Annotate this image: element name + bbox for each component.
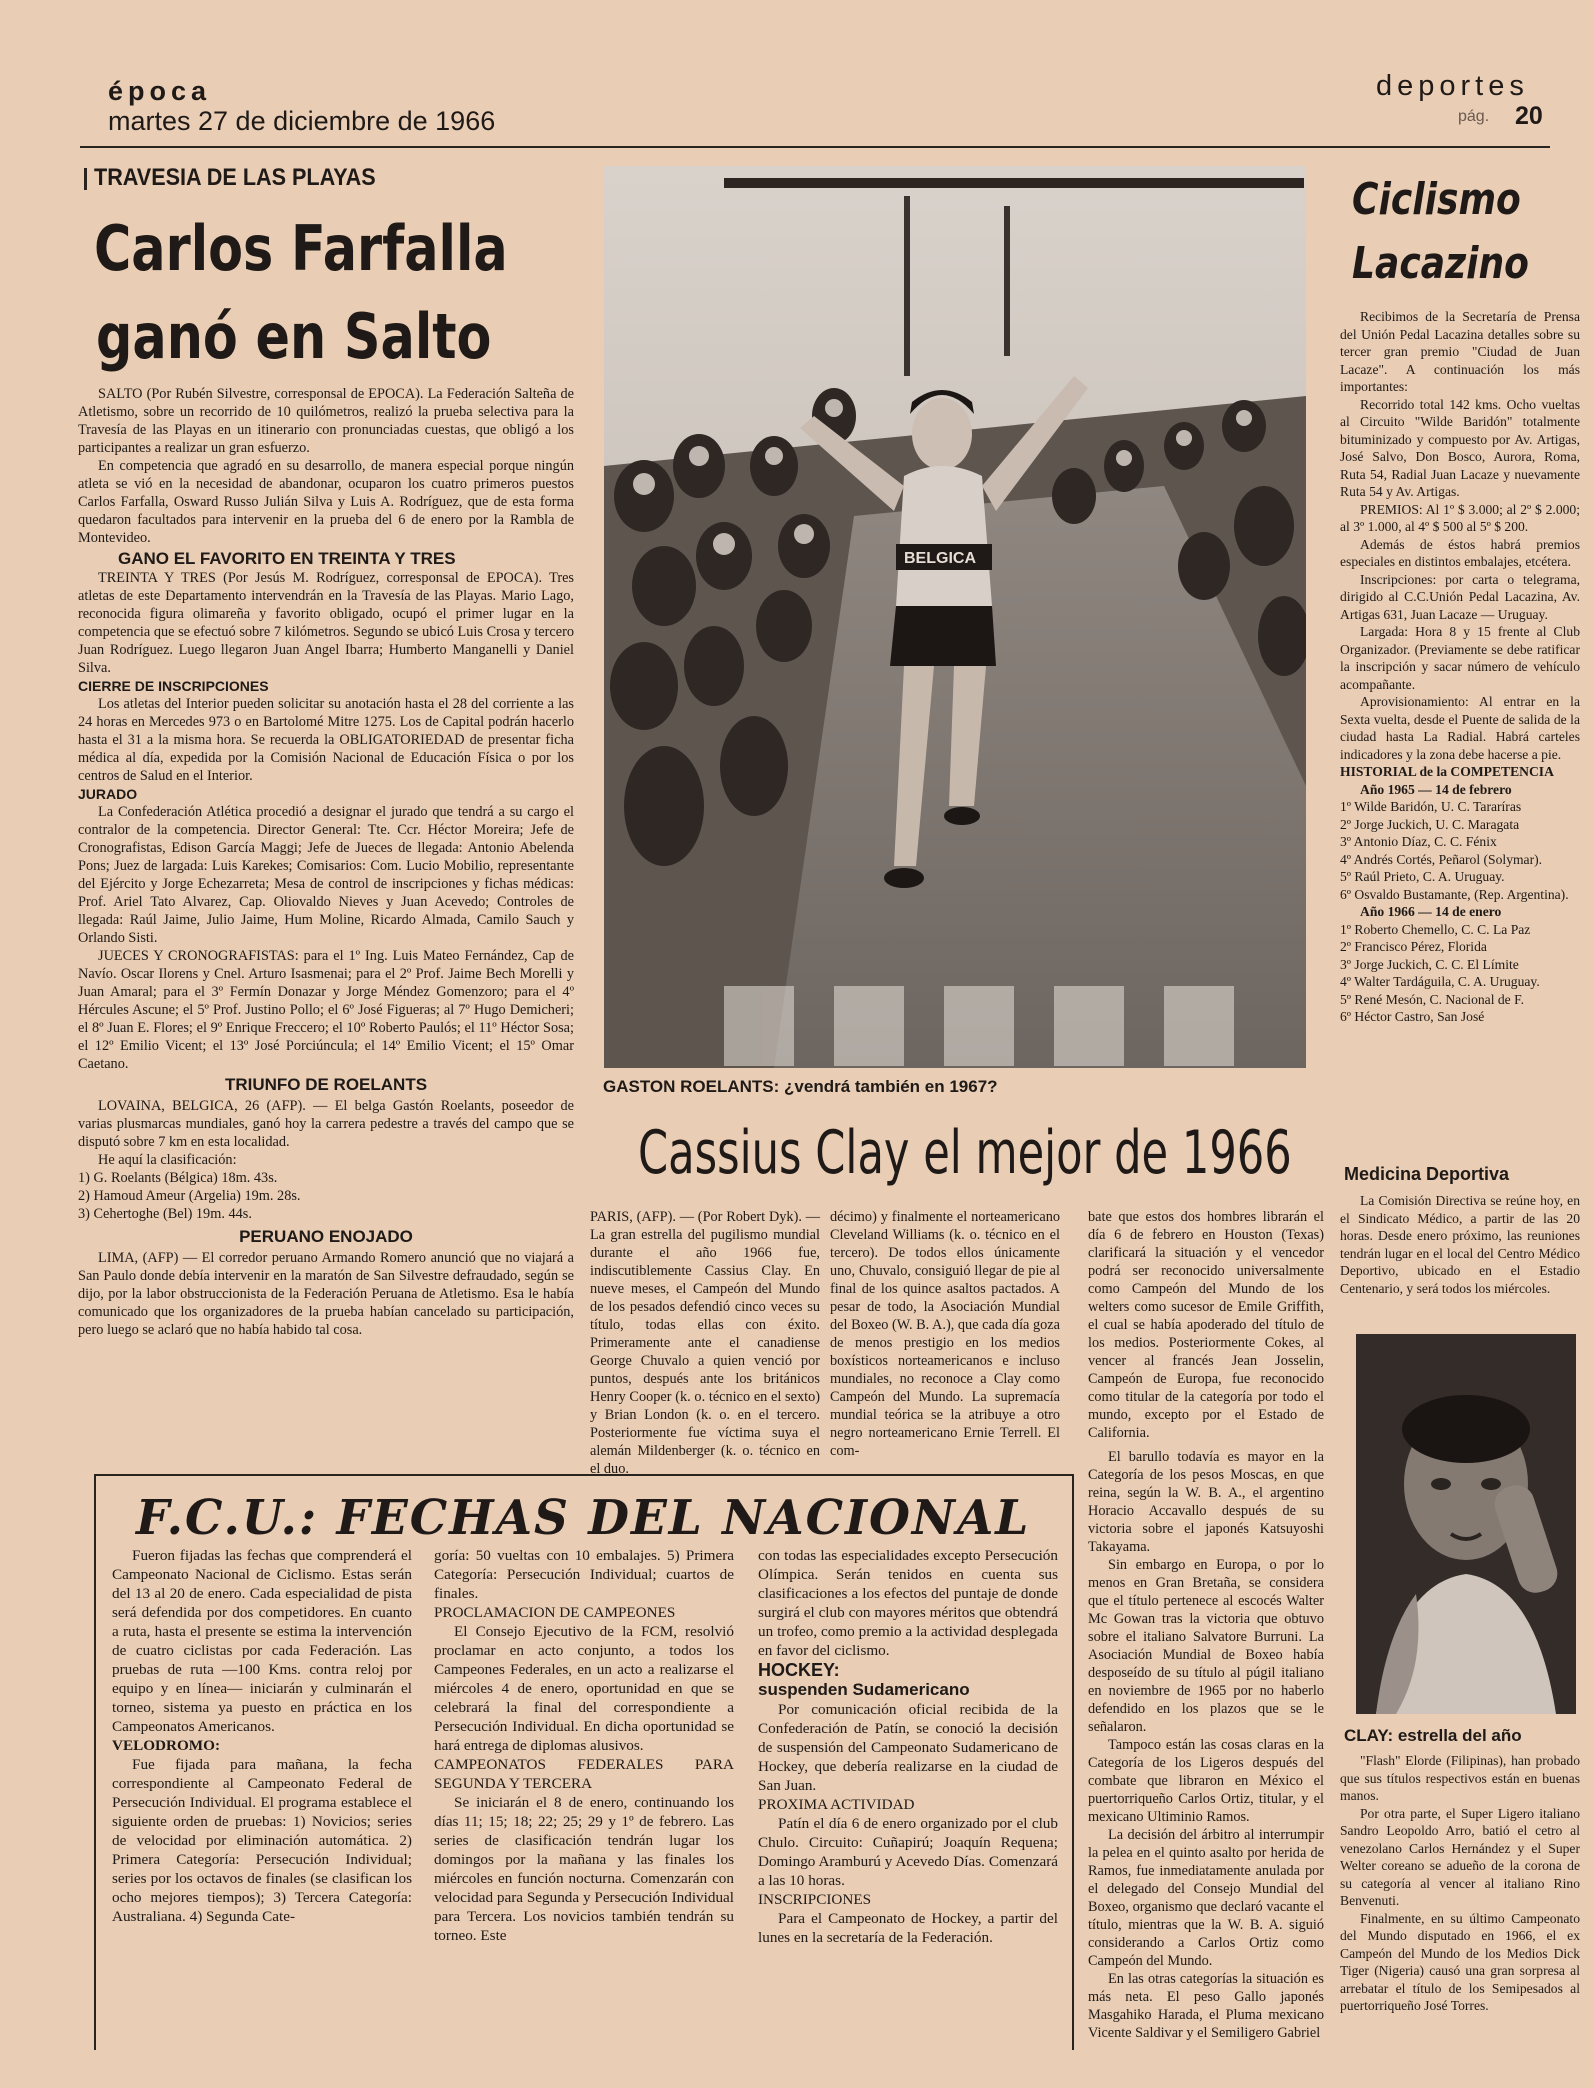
clay-col-2 — [830, 1208, 1060, 1460]
federales-label: CAMPEONATOS FEDERALES PARA SEGUNDA Y TERCERA — [434, 1756, 734, 1792]
label-jurado: JURADO — [78, 786, 138, 802]
fcu-col-3 — [758, 1546, 1058, 1947]
clay-photo-paragraph: Finalmente, en su último Campeonato del Mundo disputado en 1966, el ex Campeón del Mundo de los Medios Dick Tiger (Nigeria) causó una gran sorpresa al arrebatar el título de los Semipesados al puertorriqueño José Torres. — [1340, 1910, 1580, 2013]
roelants-photo — [604, 166, 1306, 1068]
inscripciones-label: INSCRIPCIONES — [758, 1891, 872, 1908]
fcu-paragraph: Fueron fijadas las fechas que comprenderá el Campeonato Nacional de Ciclismo. Estas serán del 13 al 20 de enero. Cada especialidad de pista será defendida por dos competidores. En cuanto a ruta, hasta el presente se estima la intervención de cuatro ciclistas por cada Federación. Las pruebas de ruta —100 Kms. contra reloj por equipo y en línea— iniciarán y culminarán el torneo, sistema ya puesto en práctica en los Campeonatos Americanos. — [112, 1547, 412, 1735]
masthead-section: deportes — [1376, 70, 1529, 102]
fcu-paragraph: Patín el día 6 de enero organizado por el club Chulo. Circuito: Cuñapirú; Joaquín Requena; Domingo Aramburú y Acevedo Días. Comenzará a las 10 horas. — [758, 1815, 1058, 1889]
ciclismo-headline-2: Lacazino — [1352, 238, 1529, 289]
fcu-col-2 — [434, 1546, 734, 1945]
masthead-rule — [80, 146, 1550, 148]
historial-line: 3º Jorge Juckich, C. C. El Límite — [1340, 956, 1519, 972]
historial-line: 3º Antonio Díaz, C. C. Fénix — [1340, 834, 1497, 849]
clay-paragraph: En las otras categorías la situación es más neta. El peso Gallo japonés Masgahiko Harada, el Pluma mexicano Vicente Saldivar y el Semiligero Gabriel — [1088, 1971, 1324, 2041]
fcu-paragraph: goría: 50 vueltas con 10 embalajes. 5) Primera Categoría: Persecución Individual; cuartos de finales. — [434, 1547, 734, 1602]
clay-photo-paragraph: Por otra parte, el Super Ligero italiano Sandro Leopoldo Arro, batió el cetro al venezolano Carlos Hernández y el Super Welter coreano se adueño de la corona de su categoría al vencer al italiano Rino Benvenuti. — [1340, 1805, 1580, 1908]
ciclismo-paragraph: Aprovisionamiento: Al entrar en la Sexta vuelta, desde el Puente de salida de la ciudad hasta La Radial. Habrá carteles indicadores y la zona debe hacerse a pie. — [1340, 694, 1580, 762]
roelants-caption: GASTON ROELANTS: ¿vendrá también en 1967? — [603, 1077, 998, 1096]
subhead-peruano: PERUANO ENOJADO — [239, 1227, 413, 1246]
clay-paragraph: La decisión del árbitro al interrumpir la pelea en el quinto asalto por herida de Ramos, fue inmediatamente anulada por el delegado del Consejo Mundial del Boxeo, organismo que declaró vacante el título, mientras que la W. B. A. siguió considerando a Carlos Ortiz como Campeón del Mundo. — [1088, 1827, 1324, 1969]
ciclismo-body — [1340, 308, 1580, 1026]
farfalla-paragraph: He aquí la clasificación: — [98, 1152, 237, 1168]
clay-col-3 — [1088, 1208, 1324, 1442]
result-line: 1) G. Roelants (Bélgica) 18m. 43s. — [78, 1170, 278, 1186]
historial-line: 2º Francisco Pérez, Florida — [1340, 939, 1487, 954]
farfalla-paragraph: Los atletas del Interior pueden solicitar su anotación hasta el 28 del corriente a las 24 horas en Mercedes 973 o en Bartolomé Mitre 1275. Los de Capital podrán hacerlo hasta el 31 a la misma hora. Se recuerda la OBLIGATORIEDAD de presentar ficha médica al día, expedida por la Comisión Nacional de Educación Física o por los centros de Salud en el Interior. — [78, 696, 574, 784]
medicina-body — [1340, 1192, 1580, 1297]
roelants-photo-graphic — [604, 166, 1306, 1068]
masthead-page-label: pág. — [1458, 108, 1490, 125]
historial-line: 2º Jorge Juckich, U. C. Maragata — [1340, 816, 1520, 832]
fcu-paragraph: Fue fijada para mañana, la fecha correspondiente al Campeonato Federal de Persecución Individual. El programa establece el siguiente orden de pruebas: 1) Novicios; series de velocidad por eliminación automática. 2) Primera Categoría: Persecución Individual; series por los octavos de finales (se clasifican los ocho mejores tiempos); 3) Tercera Categoría: Australiana. 4) Segunda Cate- — [112, 1756, 412, 1925]
label-cierre: CIERRE DE INSCRIPCIONES — [78, 678, 269, 694]
ciclismo-paragraph: PREMIOS: Al 1º $ 3.000; al 2º $ 2.000; al 3º 1.000, al 4º $ 500 al 5º $ 200. — [1340, 501, 1580, 534]
fcu-paragraph: Se iniciarán el 8 de enero, continuando los días 11; 15; 18; 22; 25; 29 y 1º de febrero. Las series de clasificación tendrán lugar los domingos por la mañana y las finales los miércoles en función nocturna. Comenzarán con velocidad para Segunda y Persecución Individual para Tercera. Los novicios también tendrán su torneo. Este — [434, 1794, 734, 1944]
clay-paragraph: El barullo todavía es mayor en la Categoría de los pesos Moscas, en que reina, según la W. B. A., el argentino Horacio Accavallo después de su victoria sobre el japonés Katsuyoshi Takayama. — [1088, 1449, 1324, 1555]
clay-col-3b — [1088, 1448, 1324, 2042]
fcu-paragraph: con todas las especialidades excepto Persecución Olímpica. Serán tenidos en cuenta sus clasificaciones a los efectos del puntaje de donde surgirá el club con mayores méritos que obtendrá un trofeo, como premio a la actividad desplegada en favor del ciclismo. — [758, 1547, 1058, 1659]
clay-col-1 — [590, 1208, 820, 1478]
farfalla-paragraph: TREINTA Y TRES (Por Jesús M. Rodríguez, corresponsal de EPOCA). Tres atletas de este Departamento intervendrán en la Travesía de las Playas. Mario Lago, reconocida figura olimareña y favorito obligado, ocupó el primer lugar en la competencia que se efectuó sobre 7 kilómetros. Segundo se ubicó Luis Crosa y tercero Juan Rodríguez. Luego llegaron Juan Angel Ibarra; Humberto Manganelli y Daniel Silva. — [78, 570, 574, 676]
clay-portrait-caption: CLAY: estrella del año — [1344, 1726, 1522, 1745]
farfalla-headline-1: Carlos Farfalla — [94, 212, 508, 285]
clay-photo-paragraph: "Flash" Elorde (Filipinas), han probado que sus títulos respectivos están en buenas manos. — [1340, 1753, 1580, 1803]
historial-line: 4º Andrés Cortés, Peñarol (Solymar). — [1340, 851, 1543, 867]
subhead-roelants: TRIUNFO DE ROELANTS — [224, 1075, 428, 1094]
clay-paragraph: Sin embargo en Europa, o por lo menos en Gran Bretaña, se considera que el título pertenece al escocés Walter Mc Gowan tras la victoria que obtuvo sobre el italiano Salvatore Burruni. La Asociación Mundial de Boxeo había desposeído de su título al púgil italiano en noviembre de 1965 por no haberlo defendido en los plazos que se le señalaron. — [1088, 1557, 1324, 1735]
ciclismo-paragraph: Largada: Hora 8 y 15 frente al Club Organizador. (Previamente se debe ratificar la inscripción y sacar número de vehículo acompañante. — [1340, 624, 1580, 692]
farfalla-paragraph: JUECES Y CRONOGRAFISTAS: para el 1º Ing. Luis Mateo Fernández, Cap de Navío. Oscar Ilorens y Cnel. Arturo Isasmenai; para el 2º Prof. Jaime Bech Morelli y Juan Amaral; para el 3º Fermín Donazar y Jorge Méndez Gomenzoro; para el 4º Hércules Ascune; el 5º Prof. Justino Pollo; el 6º José Figueras; al 7º Hugo Demicheri; el 8º Juan E. Flores; el 9º Enrique Freccero; el 10º Roberto Paulós; el 11º Héctor Sosa; el 12º Emilio Vicent; el 13º José Porciúncula; el 14º Emilio Vicent; el 15º Omar Caetano. — [78, 948, 574, 1072]
kicker-bar — [84, 168, 87, 190]
fcu-headline: F.C.U.: FECHAS DEL NACIONAL — [136, 1490, 1031, 1546]
year-1966: Año 1966 — 14 de enero — [1360, 904, 1502, 919]
result-line: 2) Hamoud Ameur (Argelia) 19m. 28s. — [78, 1188, 301, 1204]
clay-paragraph: décimo) y finalmente el norteamericano Cleveland Williams (k. o. técnico en el tercero). De todos ellos únicamente uno, Chuvalo, consiguió llegar de pie al final de los quince asaltos pactados. A pesar de todo, la Asociación Mundial del Boxeo (W. B. A.), que cada día goza de menos prestigio en los medios boxísticos norteamericanos e incluso mundiales, no reconoce a Clay como Campeón del Mundo. La supremacía mundial teórica se la atribuye a otro negro norteamericano Ernie Terrell. El com- — [830, 1209, 1060, 1459]
ciclismo-paragraph: Recorrido total 142 kms. Ocho vueltas al Circuito "Wilde Baridón" totalmente bituminizado y compuesto por Av. Artigas, José Salvo, Don Bosco, Aurora, Roma, Ruta 54, Radial Juan Lacaze y nuevamente Ruta 54 y Av. Artigas. — [1340, 396, 1580, 499]
bib-text: BELGICA — [904, 550, 976, 567]
farfalla-paragraph: SALTO (Por Rubén Silvestre, corresponsal de EPOCA). La Federación Salteña de Atletismo, sobre un recorrido de 10 quilómetros, realizó la prueba selectiva para la Travesía de las Playas en un itinerario con pronunciadas cuestas, que obligó a los participantes a realizar un gran esfuerzo. — [78, 386, 574, 456]
kicker: TRAVESIA DE LAS PLAYAS — [94, 164, 376, 191]
proxima-label: PROXIMA ACTIVIDAD — [758, 1796, 915, 1813]
medicina-title: Medicina Deportiva — [1344, 1164, 1510, 1184]
historial-line: 1º Wilde Baridón, U. C. Tararíras — [1340, 799, 1522, 814]
ciclismo-paragraph: Además de éstos habrá premios especiales en distintos embalajes, etcétera. — [1340, 536, 1580, 569]
clay-paragraph: PARIS, (AFP). — (Por Robert Dyk). — La gran estrella del pugilismo mundial durante el año 1966 fue, indiscutiblemente Cassius Clay. En nueve meses, el Campeón del Mundo de los pesados defendió cinco veces su título, todas ellas con éxito. Primeramente ante el canadiense George Chuvalo a quien venció por puntos, después ante los británicos Henry Cooper (k. o. técnico en el sexto) y Brian London (k. o. en el tercero. Posteriormente fue víctima suya el alemán Mildenberger (k. o. técnico en el duo. — [590, 1209, 820, 1477]
clay-portrait — [1356, 1334, 1576, 1714]
farfalla-body — [78, 385, 574, 1339]
year-1965: Año 1965 — 14 de febrero — [1360, 781, 1512, 797]
historial-line: 6º Héctor Castro, San José — [1340, 1009, 1485, 1024]
clay-photo-body — [1340, 1752, 1580, 2015]
historial-line: 1º Roberto Chemello, C. C. La Paz — [1340, 921, 1531, 937]
ciclismo-paragraph: Recibimos de la Secretaría de Prensa del Unión Pedal Lacazina detalles sobre su tercer gran premio "Ciudad de Juan Lacaze". A continuación los más importantes: — [1340, 309, 1580, 394]
hockey-head: HOCKEY: — [758, 1660, 840, 1680]
farfalla-paragraph: En competencia que agradó en su desarrollo, de manera especial porque ningún atleta se vió en la necesidad de abandonar, ocuparon los cuatro primeros puestos Carlos Farfalla, Osward Russo Julián Silva y Luis A. Rodríguez, que de esta forma quedaron facultados para intervenir en la prueba del 6 de enero por la Rambla de Montevideo. — [78, 458, 574, 546]
masthead-paper-name: época — [108, 76, 212, 106]
farfalla-paragraph: LIMA, (AFP) — El corredor peruano Armando Romero anunció que no viajará a San Paulo donde debía intervenir en la maratón de San Silvestre defraudado, según se dijo, por la labor obstruccionista de la Federación Peruana de Atletismo. Esa le había comunicado que los organizadores de la prueba habían cancelado su participación, pero luego se aclaró que no había habido tal cosa. — [78, 1250, 574, 1338]
fcu-col-1 — [112, 1546, 412, 1926]
fcu-paragraph: Por comunicación oficial recibida de la Confederación de Patín, se conoció la decisión de suspensión del Campeonato Sudamericano de Hockey, que debería realizarse en la ciudad de San Juan. — [758, 1701, 1058, 1794]
masthead-page-number: 20 — [1515, 102, 1543, 130]
fcu-paragraph: El Consejo Ejecutivo de la FCM, resolvió proclamar en acto conjunto, a todos los Campeones Federales, en un acto a realizarse el miércoles 4 de enero, oportunidad en que se celebrará la final del correspondiente a Persecución Individual. En dicha oportunidad se hará entrega de diplomas alusivos. — [434, 1623, 734, 1754]
ciclismo-headline-1: Ciclismo — [1352, 174, 1521, 225]
subhead-treinta-y-tres: GANO EL FAVORITO EN TREINTA Y TRES — [118, 549, 456, 568]
clay-paragraph: bate que estos dos hombres librarán el día 6 de febrero en Houston (Texas) clarificará la situación y el vencedor podrá ser reconocido universalmente como Campeón del Mundo de los welters como sucesor de Emile Griffith, el cual se había apoderado del título de los medios. Posteriormente Cokes, al vencer al francés Jean Josselin, Campeón de Europa, fue reconocido como titular de la categoría por todo el mundo, excepto por el Estado de California. — [1088, 1209, 1324, 1441]
hockey-sub: suspenden Sudamericano — [758, 1680, 970, 1699]
medicina-paragraph: La Comisión Directiva se reúne hoy, en el Sindicato Médico, a partir de las 20 horas. Desde enero próximo, las reuniones tendrán lugar en el local del Centro Médico Deportivo, ubicado en el Estadio Centenario, y será todos los miércoles. — [1340, 1193, 1580, 1296]
clay-headline: Cassius Clay el mejor de 1966 — [638, 1118, 1292, 1188]
farfalla-headline-2: ganó en Salto — [96, 300, 492, 373]
ciclismo-paragraph: Inscripciones: por carta o telegrama, dirigido al C.C.Unión Pedal Lacazina, Av. Artigas 631, Juan Lacaze — Uruguay. — [1340, 571, 1580, 622]
historial-line: 5º Raúl Prieto, C. A. Uruguay. — [1340, 869, 1505, 884]
clay-portrait-graphic — [1356, 1334, 1576, 1714]
velodromo-label: VELODROMO: — [112, 1737, 220, 1754]
clay-paragraph: Tampoco están las cosas claras en la Categoría de los Ligeros después del combate que libraron en México el puertorriqueño Carlos Ortiz, titular, y el mexicano Ultiminio Ramos. — [1088, 1737, 1324, 1825]
historial-line: 6º Osvaldo Bustamante, (Rep. Argentina). — [1340, 886, 1569, 902]
masthead-date: martes 27 de diciembre de 1966 — [108, 106, 496, 136]
fcu-paragraph: Para el Campeonato de Hockey, a partir del lunes en la secretaría de la Federación. — [758, 1910, 1058, 1946]
historial-line: 4º Walter Tardáguila, C. A. Uruguay. — [1340, 974, 1540, 989]
result-line: 3) Cehertoghe (Bel) 19m. 44s. — [78, 1206, 252, 1222]
historial-line: 5º René Mesón, C. Nacional de F. — [1340, 991, 1524, 1007]
farfalla-paragraph: LOVAINA, BELGICA, 26 (AFP). — El belga Gastón Roelants, poseedor de varias plusmarcas mundiales, ganó hoy la carrera pedestre a través del campo que se disputó sobre 7 km en esta localidad. — [78, 1098, 574, 1150]
farfalla-paragraph: La Confederación Atlética procedió a designar el jurado que tendrá a su cargo el contralor de la competencia. Director General: Tte. Ccr. Héctor Moreira; Jefe de Cronografistas, Edison García Maggi; Jefe de Jueces de llegada: Antonio Abelenda Pons; Juez de largada: Luis Karekes; Comisarios: Com. Lucio Mobilio, representante del Ejército y Jorge Echezarreta; Mesa de control de inscripciones y fichas médicas: Prof. Ariel Tato Alvarez, Cap. Oliovaldo Nieves y Juan Acevedo; Controles de llegada: Raúl Jaime, Julio Jaime, Hum Moline, Ricardo Almada, Camilo Sauch y Orlando Sisti. — [78, 804, 574, 946]
historial-title: HISTORIAL de la COMPETENCIA — [1340, 764, 1554, 779]
proclamacion-label: PROCLAMACION DE CAMPEONES — [434, 1604, 676, 1621]
